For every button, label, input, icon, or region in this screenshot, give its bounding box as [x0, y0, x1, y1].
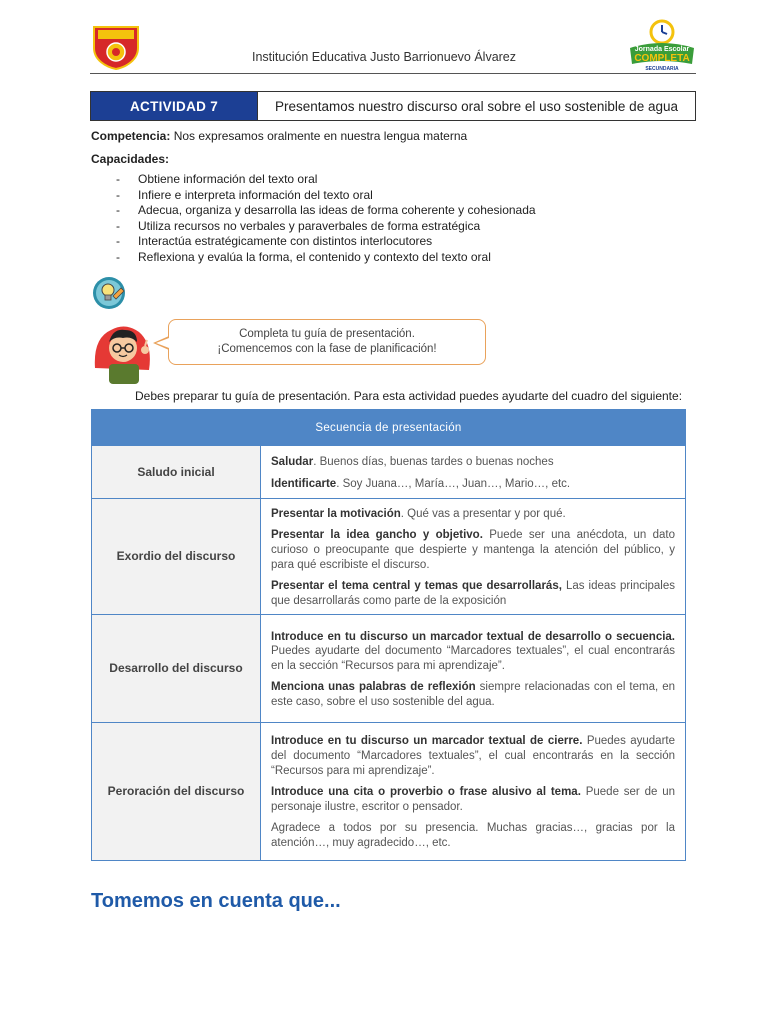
paragraph-bold: Introduce una cita o proverbio o frase alusivo al tema. — [271, 786, 581, 799]
paragraph-bold: Presentar la motivación — [271, 507, 401, 520]
intro-text: Debes preparar tu guía de presentación. Para esta actividad puedes ayudarte del cuadro del siguiente: — [135, 389, 683, 403]
list-item: - Interactúa estratégicamente con distintos interlocutores — [116, 234, 536, 250]
table-row — [92, 446, 686, 499]
row-label: Desarrollo del discurso — [92, 615, 261, 723]
paragraph-text: Puede ser una anécdota, un dato curioso o preocupante que despierte y mantenga la atención del público, y para qué escribiste el discurso. — [271, 529, 676, 571]
table-row — [92, 499, 686, 615]
row-description — [261, 615, 686, 723]
row-label: Exordio del discurso — [92, 499, 261, 615]
capacidades-heading: Capacidades: — [91, 152, 170, 166]
row-description — [261, 446, 686, 499]
table-header: Secuencia de presentación — [92, 410, 686, 446]
paragraph-text: siempre relacionadas con el tema, en este caso, sobre el uso sostenible del agua. — [271, 681, 675, 708]
row-description — [261, 499, 686, 615]
paragraph — [271, 477, 675, 492]
paragraph-text: . Buenos días, buenas tardes o buenas noches — [313, 455, 554, 468]
list-item: - Reflexiona y evalúa la forma, el contenido y contexto del texto oral — [116, 250, 536, 266]
paragraph — [271, 630, 675, 674]
paragraph-bold: Presentar la idea gancho y objetivo. — [271, 529, 483, 542]
paragraph — [271, 579, 675, 608]
institution-name: Institución Educativa Justo Barrionuevo Álvarez — [251, 50, 517, 64]
lightbulb-idea-icon — [91, 275, 129, 311]
paragraph-text: Puede ser de un personaje ilustre, escritor o pensador. — [271, 786, 675, 813]
closing-heading: Tomemos en cuenta que... — [91, 890, 341, 912]
table-row — [92, 723, 686, 861]
paragraph — [271, 680, 675, 709]
activity-number: ACTIVIDAD 7 — [91, 92, 257, 120]
list-item: - Infiere e interpreta información del texto oral — [116, 188, 536, 204]
paragraph-bold: Menciona unas palabras de reflexión — [271, 681, 476, 694]
competencia-text: Nos expresamos oralmente en nuestra lengua materna — [170, 129, 468, 143]
jornada-escolar-completa-logo — [626, 18, 698, 72]
list-item: - Adecua, organiza y desarrolla las ideas de forma coherente y cohesionada — [116, 203, 536, 219]
paragraph-bold: Identificarte — [271, 477, 337, 490]
list-item: - Utiliza recursos no verbales y paraverbales de forma estratégica — [116, 219, 536, 235]
table-row — [92, 615, 686, 723]
presentation-sequence-table — [91, 409, 686, 861]
paragraph-text: . Soy Juana…, María…, Juan…, Mario…, etc. — [336, 477, 571, 490]
paragraph-text: Puedes ayudarte del documento “Marcadores textuales”, el cual encontrarás en la sección “Recursos para mi aprendizaje”. — [271, 735, 675, 777]
list-item: - Obtiene información del texto oral — [116, 172, 536, 188]
competencia-line — [91, 129, 467, 143]
paragraph — [271, 785, 675, 814]
activity-banner — [90, 91, 696, 121]
paragraph-bold: Introduce en tu discurso un marcador textual de cierre. — [271, 735, 583, 748]
table-header-row — [92, 410, 686, 446]
paragraph-text: Las ideas principales que desarrollarás como parte de la exposición — [271, 580, 676, 607]
paragraph-bold: Introduce en tu discurso un marcador textual de desarrollo o secuencia. — [271, 630, 675, 643]
jornada-logo-line3: SECUNDARIA — [645, 66, 679, 72]
paragraph — [271, 528, 675, 572]
jornada-logo-line2: COMPLETA — [634, 53, 690, 64]
row-label: Saludo inicial — [92, 446, 261, 499]
row-label: Peroración del discurso — [92, 723, 261, 861]
paragraph — [271, 734, 675, 778]
paragraph — [271, 507, 675, 522]
jornada-logo-line1: Jornada Escolar — [634, 46, 690, 53]
row-description — [261, 723, 686, 861]
paragraph-bold: Presentar el tema central y temas que desarrollarás, — [271, 580, 562, 593]
paragraph — [271, 455, 675, 470]
paragraph-bold: Saludar — [271, 455, 314, 468]
bubble-line-1: Completa tu guía de presentación. — [239, 328, 415, 340]
speech-bubble — [168, 319, 486, 365]
paragraph-text: Puedes ayudarte del documento “Marcadores textuales”, el cual encontrarás en la sección “Recursos para mi aprendizaje”. — [271, 645, 675, 672]
paragraph — [271, 821, 675, 850]
speech-bubble-tail-inner — [156, 338, 169, 348]
bubble-line-2: ¡Comencemos con la fase de planificación! — [217, 343, 437, 355]
competencia-label: Competencia: — [91, 129, 171, 143]
student-character-illustration — [91, 318, 157, 384]
paragraph-text: . Qué vas a presentar y por qué. — [400, 507, 566, 520]
paragraph-text: Agradece a todos por su presencia. Muchas gracias…, gracias por la atención…, muy agradecido…, etc. — [271, 822, 675, 849]
header-divider — [90, 73, 696, 74]
activity-title: Presentamos nuestro discurso oral sobre el uso sostenible de agua — [257, 92, 695, 120]
capacidades-list — [116, 172, 536, 266]
